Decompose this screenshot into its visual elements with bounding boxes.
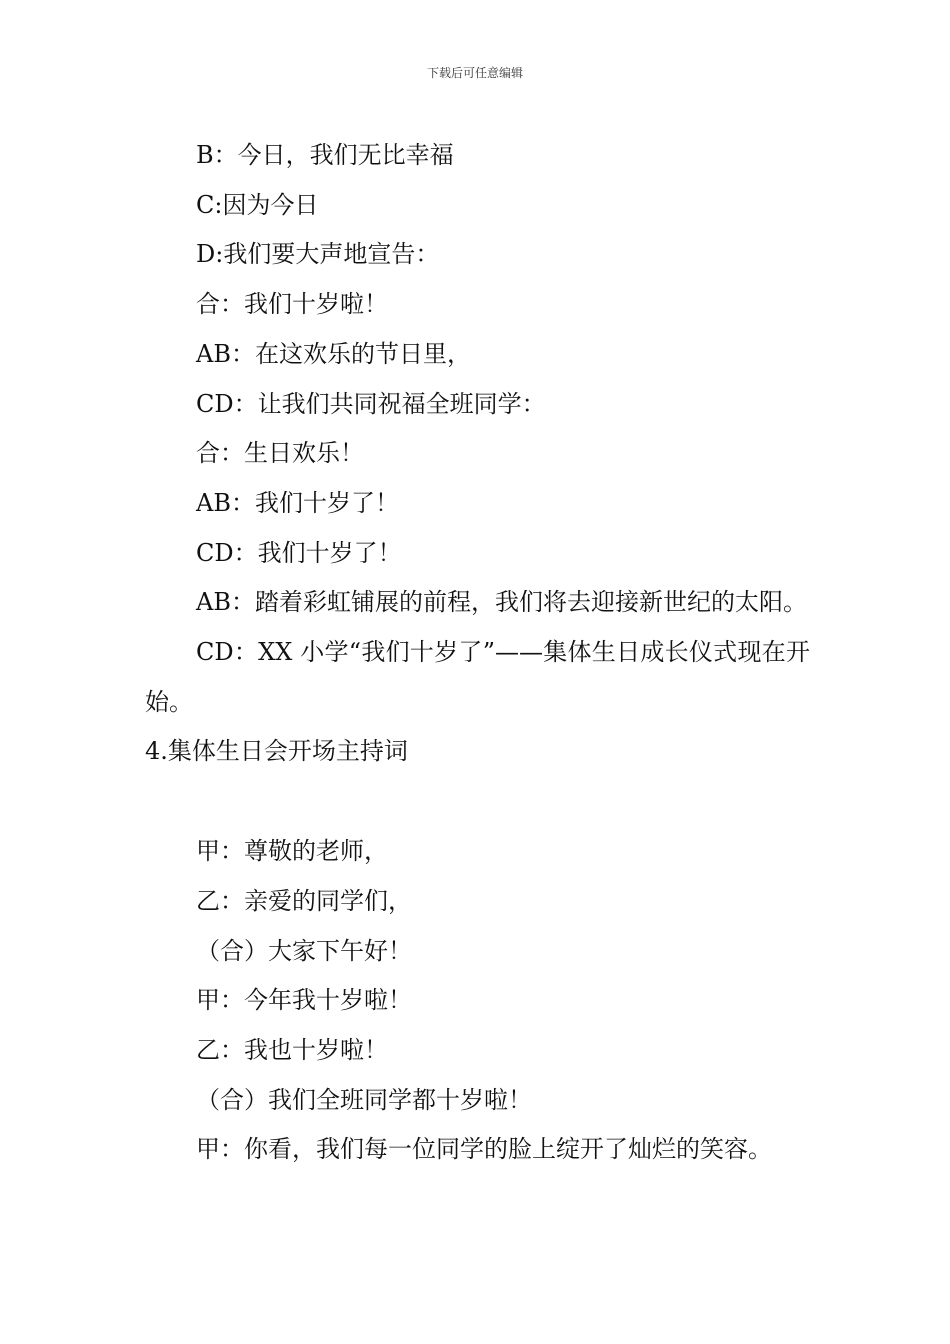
dialogue-paragraph: AB：踏着彩虹铺展的前程，我们将去迎接新世纪的太阳。 [196, 588, 807, 617]
dialogue-line: 合：生日欢乐！ [196, 439, 364, 468]
dialogue-line: （合）我们全班同学都十岁啦！ [196, 1085, 532, 1114]
blank-spacer [145, 777, 810, 827]
dialogue-line: B：今日，我们无比幸福 [196, 141, 454, 169]
dialogue-line: AB：在这欢乐的节日里， [196, 339, 471, 368]
dialogue-line: D:我们要大声地宣告： [196, 240, 440, 269]
dialogue-line: AB：我们十岁了！ [196, 488, 399, 517]
dialogue-line: 乙：我也十岁啦！ [196, 1035, 388, 1064]
dialogue-line: CD：让我们共同祝福全班同学： [196, 389, 546, 418]
dialogue-line: 甲：你看，我们每一位同学的脸上绽开了灿烂的笑容。 [196, 1135, 772, 1164]
page-header: 下载后可任意编辑 [426, 66, 523, 80]
dialogue-line: 合：我们十岁啦！ [196, 290, 388, 319]
dialogue-paragraph: CD：XX 小学“我们十岁了”——集体生日成长仪式现在开始。 [145, 638, 810, 716]
dialogue-line: C:因为今日 [196, 190, 319, 219]
document-body [145, 131, 810, 1175]
dialogue-line: 甲：尊敬的老师， [196, 837, 388, 866]
dialogue-line: 甲：今年我十岁啦！ [196, 986, 412, 1015]
dialogue-line: （合）大家下午好！ [196, 936, 412, 965]
section-heading: 4.集体生日会开场主持词 [145, 737, 408, 766]
dialogue-line: CD：我们十岁了！ [196, 538, 402, 567]
dialogue-line: 乙：亲爱的同学们， [196, 886, 412, 915]
